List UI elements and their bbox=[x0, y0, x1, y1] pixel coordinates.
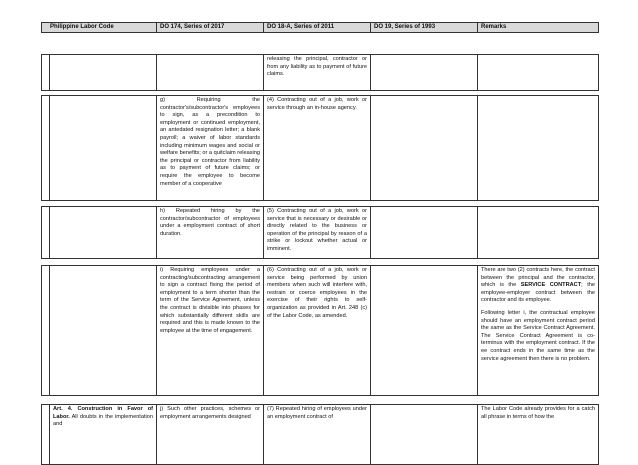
remarks-paragraph-1 bbox=[481, 267, 595, 305]
article-heading: Art. 4. Construction in Favor of Labor. bbox=[53, 406, 153, 420]
code-cell bbox=[50, 96, 157, 201]
do174-cell bbox=[157, 55, 264, 91]
remarks-cell: The Labor Code already provides for a catch all phrase in terms of how the bbox=[478, 405, 599, 465]
do19-cell bbox=[371, 405, 478, 465]
do19-cell bbox=[371, 55, 478, 91]
remarks-text: There are two (2) contracts here, the contract between the principal and the contractor, which is the bbox=[481, 267, 595, 289]
table-row bbox=[41, 54, 599, 91]
do18a-cell: releasing the principal, contractor or from any liability as to payment of future claims. bbox=[264, 55, 371, 91]
header-do-19: DO 19, Series of 1993 bbox=[371, 23, 478, 33]
table-row bbox=[41, 265, 599, 396]
row-marker-cell bbox=[42, 55, 50, 91]
header-table bbox=[41, 22, 599, 33]
do19-cell bbox=[371, 96, 478, 201]
header-do-174: DO 174, Series of 2017 bbox=[157, 23, 264, 33]
table-row bbox=[41, 404, 599, 465]
do174-cell: h) Repeated hiring by the contractor/subcontractor of employees under a employment contract of short duration. bbox=[157, 207, 264, 259]
do19-cell bbox=[371, 207, 478, 259]
article-text: All doubts in the implementation and bbox=[53, 413, 153, 428]
remarks-cell bbox=[478, 55, 599, 91]
row-marker-cell bbox=[42, 266, 50, 396]
do18a-cell: (7) Repeated hiring of employees under an employment contract of bbox=[264, 405, 371, 465]
do18a-cell: (4) Contracting out of a job, work or service through an in-house agency. bbox=[264, 96, 371, 201]
remarks-paragraph-2: Following letter i, the contractual employee should have an employment contract period the same as the Service Contract Agreement. The Service Contract Agreement is co-terminus with the employment contract. If the ee contract ends in the same time as the service agreement then there is no problem. bbox=[481, 309, 595, 362]
header-do-18a: DO 18-A, Series of 2011 bbox=[264, 23, 371, 33]
row-marker-cell bbox=[42, 96, 50, 201]
remarks-cell bbox=[478, 266, 599, 396]
row-marker-cell bbox=[42, 207, 50, 259]
header-philippine-labor-code: Philippine Labor Code bbox=[42, 23, 157, 33]
service-contract-term: SERVICE CONTRACT bbox=[520, 282, 582, 289]
do18a-cell: (5) Contracting out of a job, work or service that is necessary or desirable or directly related to the business or operation of the principal by reason of a strike or lockout whether actual or imminent. bbox=[264, 207, 371, 259]
row-marker-cell bbox=[42, 405, 50, 465]
do18a-cell: (6) Contracting out of a job, work or service being performed by union members when such will interfere with, restrain or coerce employees in the exercise of their rights to self-organization as provided in Art. 248 (c) of the Labor Code, as amended. bbox=[264, 266, 371, 396]
remarks-text: ; the employee-employer contract between the contractor and its employee. bbox=[481, 282, 595, 304]
do174-cell: j) Such other practices, schemes or employment arrangements designed bbox=[157, 405, 264, 465]
code-cell bbox=[50, 405, 157, 465]
do174-cell: i) Requiring employees under a contracting/subcontracting arrangement to sign a contract fixing the period of employment to a term shorter than the term of the Service Agreement, unless the contract is divisible into phases for which substantially different skills are required and this is made known to the employee at the time of engagement. bbox=[157, 266, 264, 396]
do174-cell: g) Requiring the contractor's/subcontractor's employees to sign, as a precondition to employment or continued employment, an antedated resignation letter; a blank payroll; a waiver of labor standards including minimum wages and social or welfare benefits; or a quitclaim releasing the principal or contractor from liability as to payment of future claims; or require the employee to become member of a cooperative bbox=[157, 96, 264, 201]
table-row bbox=[41, 95, 599, 201]
code-cell bbox=[50, 266, 157, 396]
table-row bbox=[41, 206, 599, 259]
do19-cell bbox=[371, 266, 478, 396]
remarks-cell bbox=[478, 96, 599, 201]
header-remarks: Remarks bbox=[478, 23, 599, 33]
remarks-cell bbox=[478, 207, 599, 259]
code-cell bbox=[50, 55, 157, 91]
code-cell bbox=[50, 207, 157, 259]
